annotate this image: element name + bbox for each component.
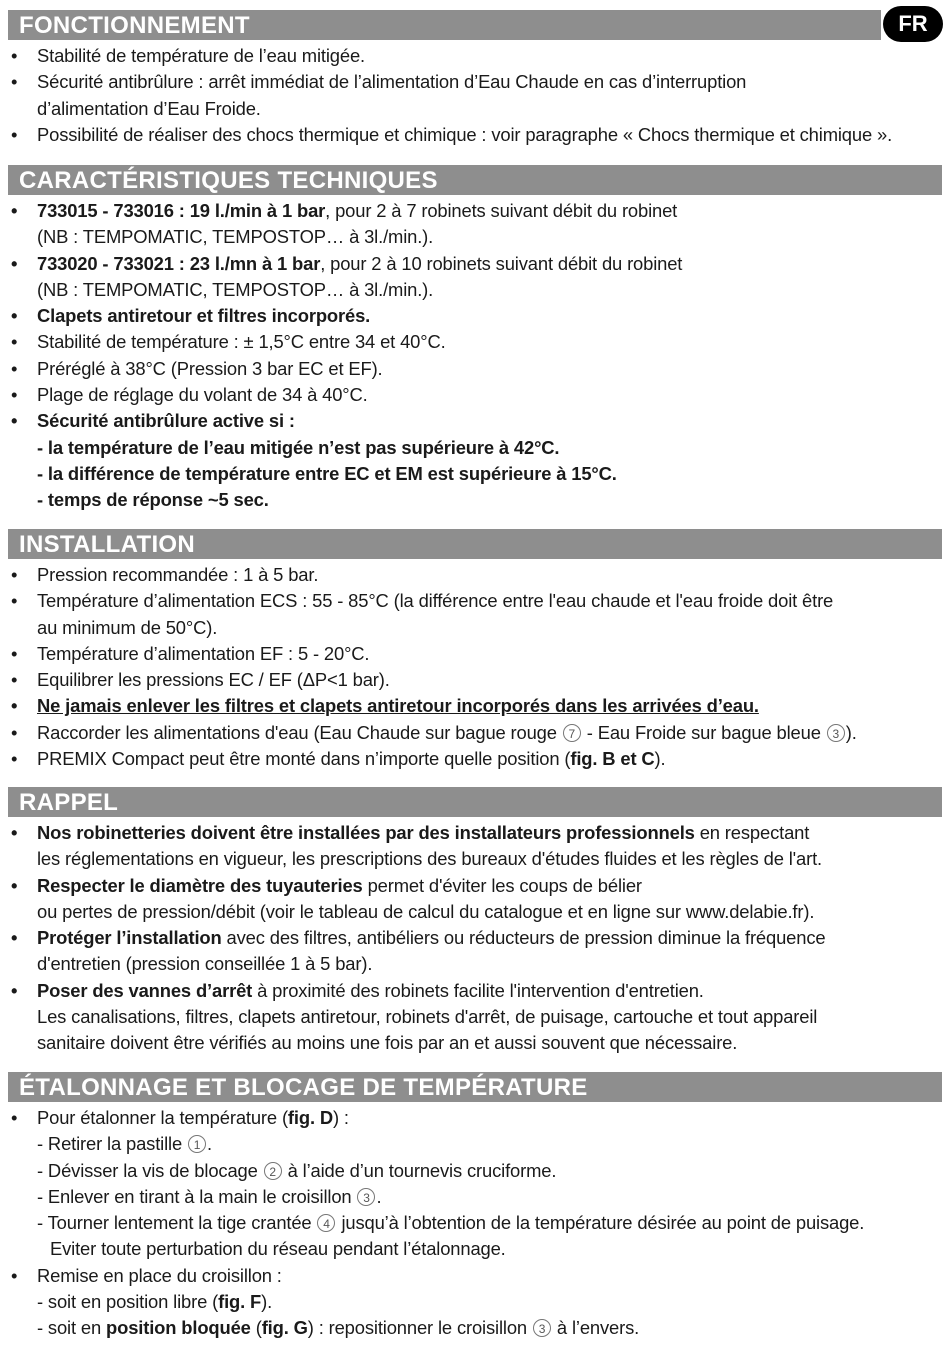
section-title-fonctionnement: FONCTIONNEMENT xyxy=(8,10,881,40)
list-item: • 733020 - 733021 : 23 l./mn à 1 bar, pour 2 à 10 robinets suivant débit du robinet (NB : TEMPOMATIC, TEMPOSTOP… à 3l./min.). xyxy=(8,251,942,304)
section-etalonnage xyxy=(8,1072,942,1342)
section-fonctionnement xyxy=(8,10,942,148)
section-title-caracteristiques: CARACTÉRISTIQUES TECHNIQUES xyxy=(8,165,942,195)
list-item: • PREMIX Compact peut être monté dans n’importe quelle position (fig. B et C). xyxy=(8,746,942,772)
list-item: • Remise en place du croisillon : - soit en position libre (fig. F). - soit en position bloquée (fig. G) : repositionner le croisillon 3 à l’envers. xyxy=(8,1263,942,1342)
list-item: • Respecter le diamètre des tuyauteries permet d'éviter les coups de bélier ou pertes de pression/débit (voir le tableau de calcul du catalogue et en ligne sur www.delabie.fr). xyxy=(8,873,942,926)
list-item: • Nos robinetteries doivent être installées par des installateurs professionnels en respectant les réglementations en vigueur, les prescriptions des bureaux d'études fluides et les règles de l'art. xyxy=(8,820,942,873)
list-item: • Ne jamais enlever les filtres et clapets antiretour incorporés dans les arrivées d’eau. xyxy=(8,693,942,719)
list-item: • Poser des vannes d’arrêt à proximité des robinets facilite l'intervention d'entretien. Les canalisations, filtres, clapets antiretour, robinets d'arrêt, de puisage, cartouche et tout appareil sanitaire doivent être vérifiés au moins une fois par an et aussi souvent que nécessaire. xyxy=(8,978,942,1057)
list-item: • Pression recommandée : 1 à 5 bar. xyxy=(8,562,942,588)
section-title-installation: INSTALLATION xyxy=(8,529,942,559)
list-item: • Clapets antiretour et filtres incorporés. xyxy=(8,303,942,329)
callout-number: 3 xyxy=(357,1188,375,1206)
language-badge: FR xyxy=(883,6,943,42)
list-item: • Stabilité de température de l’eau mitigée. xyxy=(8,43,942,69)
list-item: • Pour étalonner la température (fig. D) : - Retirer la pastille 1 . - Dévisser la vis de blocage 2 à l’aide d’un tournevis cruciforme. - Enlever en tirant à la main le croisillon 3 . - Tourner lentement la tige crantée 4 jusqu’à l’obtention de la température désirée au point de puisage. Eviter toute perturbation du réseau pendant l’étalonnage. xyxy=(8,1105,942,1263)
list-item: • Sécurité antibrûlure active si : - la température de l’eau mitigée n’est pas supérieure à 42°C. - la différence de température entre EC et EM est supérieure à 15°C. - temps de réponse ~5 sec. xyxy=(8,408,942,513)
list-item: • Plage de réglage du volant de 34 à 40°C. xyxy=(8,382,942,408)
list-item: • Possibilité de réaliser des chocs thermique et chimique : voir paragraphe « Chocs thermique et chimique ». xyxy=(8,122,942,148)
callout-number: 2 xyxy=(264,1162,282,1180)
callout-number: 3 xyxy=(827,724,845,742)
callout-number: 1 xyxy=(188,1135,206,1153)
list-item: • Raccorder les alimentations d'eau (Eau Chaude sur bague rouge 7 - Eau Froide sur bague bleue 3 ). xyxy=(8,720,942,746)
section-rappel xyxy=(8,787,942,1057)
callout-number: 7 xyxy=(563,724,581,742)
list-item: • Protéger l’installation avec des filtres, antibéliers ou réducteurs de pression diminue la fréquence d'entretien (pression conseillée 1 à 5 bar). xyxy=(8,925,942,978)
list-item: • Température d’alimentation ECS : 55 - 85°C (la différence entre l'eau chaude et l'eau froide doit être au minimum de 50°C). xyxy=(8,588,942,641)
callout-number: 3 xyxy=(533,1319,551,1337)
list-item: • Préréglé à 38°C (Pression 3 bar EC et EF). xyxy=(8,356,942,382)
section-caracteristiques xyxy=(8,165,942,514)
section-title-rappel: RAPPEL xyxy=(8,787,942,817)
list-item: • Température d’alimentation EF : 5 - 20°C. xyxy=(8,641,942,667)
list-item: • Equilibrer les pressions EC / EF (ΔP<1 bar). xyxy=(8,667,942,693)
section-installation xyxy=(8,529,942,772)
list-item: • 733015 - 733016 : 19 l./min à 1 bar, pour 2 à 7 robinets suivant débit du robinet (NB : TEMPOMATIC, TEMPOSTOP… à 3l./min.). xyxy=(8,198,942,251)
list-item: • Stabilité de température : ± 1,5°C entre 34 et 40°C. xyxy=(8,329,942,355)
list-item: • Sécurité antibrûlure : arrêt immédiat de l’alimentation d’Eau Chaude en cas d’interruption d’alimentation d’Eau Froide. xyxy=(8,69,942,122)
section-title-etalonnage: ÉTALONNAGE ET BLOCAGE DE TEMPÉRATURE xyxy=(8,1072,942,1102)
callout-number: 4 xyxy=(317,1214,335,1232)
